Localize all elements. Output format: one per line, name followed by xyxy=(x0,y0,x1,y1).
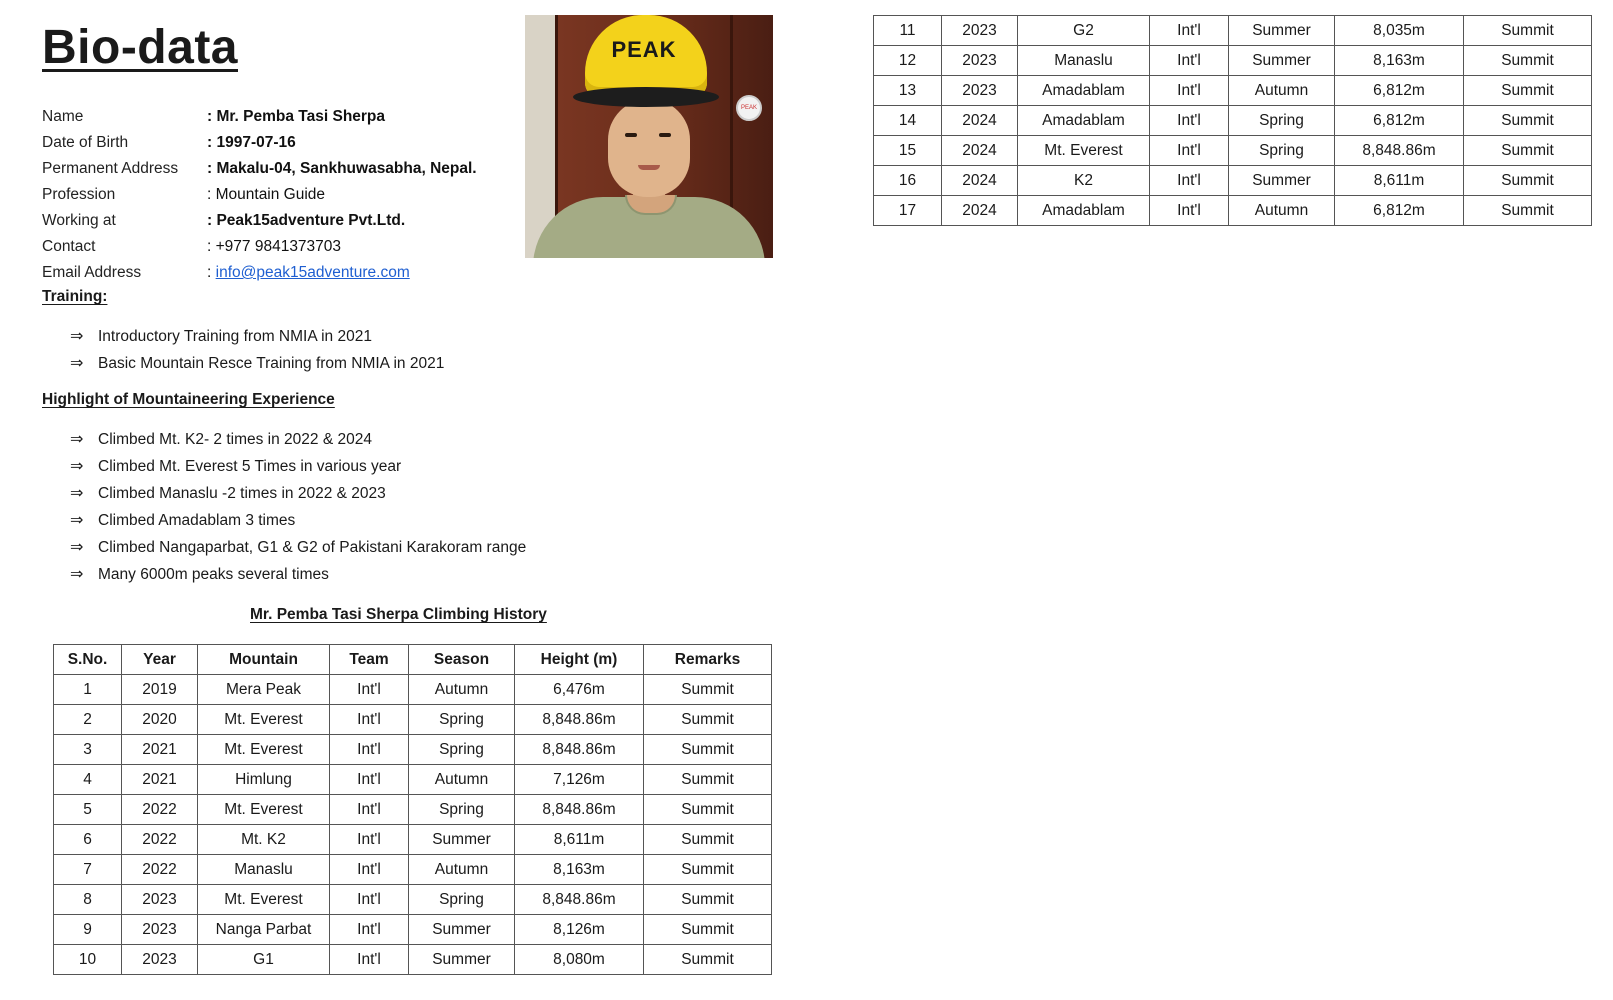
table-cell: 8,035m xyxy=(1335,16,1464,46)
table-cell: K2 xyxy=(1018,166,1150,196)
table-cell: 11 xyxy=(874,16,942,46)
table-cell: 6,812m xyxy=(1335,196,1464,226)
table-cell: Int'l xyxy=(1150,136,1229,166)
table-cell: 2024 xyxy=(942,166,1018,196)
arrow-icon: ⇒ xyxy=(70,512,84,529)
table-cell: Summit xyxy=(1464,76,1592,106)
climbing-history-table-continued xyxy=(873,15,1592,226)
table-cell: 13 xyxy=(874,76,942,106)
table-cell: Manaslu xyxy=(198,855,330,885)
table-row xyxy=(874,196,1592,226)
table-cell: Summit xyxy=(644,705,772,735)
table-cell: Summit xyxy=(644,885,772,915)
info-label: Profession xyxy=(42,186,116,203)
table-row xyxy=(54,675,772,705)
table-cell: Amadablam xyxy=(1018,76,1150,106)
table-cell: Summit xyxy=(1464,196,1592,226)
table-cell: 2024 xyxy=(942,106,1018,136)
table-cell: 2024 xyxy=(942,196,1018,226)
highlights-list xyxy=(70,426,526,588)
table-cell: Mt. Everest xyxy=(1018,136,1150,166)
list-item-text: Climbed Nangaparbat, G1 & G2 of Pakistani Karakoram range xyxy=(98,539,527,556)
table-cell: 8,848.86m xyxy=(1335,136,1464,166)
table-cell: Int'l xyxy=(1150,76,1229,106)
table-cell: 16 xyxy=(874,166,942,196)
table-cell: Mt. K2 xyxy=(198,825,330,855)
info-value: : Mr. Pemba Tasi Sherpa xyxy=(207,108,386,125)
column-header: Season xyxy=(409,645,515,675)
table-cell: Int'l xyxy=(1150,196,1229,226)
table-cell: 2019 xyxy=(122,675,198,705)
table-cell: Mt. Everest xyxy=(198,795,330,825)
eye xyxy=(625,133,637,137)
profile-photo xyxy=(525,15,773,258)
table-cell: Spring xyxy=(409,885,515,915)
table-cell: Mt. Everest xyxy=(198,705,330,735)
table-cell: Int'l xyxy=(330,735,409,765)
table-cell: Summer xyxy=(1229,16,1335,46)
table-row xyxy=(874,76,1592,106)
table-row xyxy=(874,106,1592,136)
info-value: : Makalu-04, Sankhuwasabha, Nepal. xyxy=(207,160,477,177)
arrow-icon: ⇒ xyxy=(70,431,84,448)
table-cell: 2021 xyxy=(122,735,198,765)
table-cell: 2022 xyxy=(122,795,198,825)
list-item xyxy=(70,350,444,377)
table-cell: 7 xyxy=(54,855,122,885)
table-cell: Manaslu xyxy=(1018,46,1150,76)
table-row xyxy=(874,46,1592,76)
list-item xyxy=(70,426,526,453)
list-item xyxy=(70,534,526,561)
table-cell: 4 xyxy=(54,765,122,795)
table-cell: G1 xyxy=(198,945,330,975)
table-cell: Int'l xyxy=(1150,16,1229,46)
table-cell: Spring xyxy=(1229,106,1335,136)
arrow-icon: ⇒ xyxy=(70,485,84,502)
info-row-dob xyxy=(42,130,477,156)
info-row-address xyxy=(42,156,477,182)
table-cell: Mera Peak xyxy=(198,675,330,705)
table-cell: Summit xyxy=(644,675,772,705)
training-list xyxy=(70,323,444,377)
table-cell: 2021 xyxy=(122,765,198,795)
info-label: Name xyxy=(42,108,84,125)
climbing-history-table xyxy=(53,644,772,975)
column-header: S.No. xyxy=(54,645,122,675)
column-header: Height (m) xyxy=(515,645,644,675)
table-cell: 8,126m xyxy=(515,915,644,945)
table-cell: 2 xyxy=(54,705,122,735)
table-cell: Summit xyxy=(1464,136,1592,166)
table-cell: 8,163m xyxy=(1335,46,1464,76)
table-cell: 8,848.86m xyxy=(515,705,644,735)
table-cell: 8,611m xyxy=(515,825,644,855)
eye xyxy=(659,133,671,137)
table-cell: 8,848.86m xyxy=(515,885,644,915)
info-value: : Peak15adventure Pvt.Ltd. xyxy=(207,212,406,229)
table-row xyxy=(54,705,772,735)
table-cell: Int'l xyxy=(330,885,409,915)
table-cell: Himlung xyxy=(198,765,330,795)
info-row-contact xyxy=(42,234,477,260)
column-header: Remarks xyxy=(644,645,772,675)
table-cell: Autumn xyxy=(409,765,515,795)
list-item xyxy=(70,561,526,588)
table-cell: 15 xyxy=(874,136,942,166)
table-cell: 6,812m xyxy=(1335,76,1464,106)
history-title: Mr. Pemba Tasi Sherpa Climbing History xyxy=(250,606,547,623)
table-body xyxy=(874,16,1592,226)
column-header: Mountain xyxy=(198,645,330,675)
info-label: Contact xyxy=(42,238,96,255)
table-cell: Int'l xyxy=(330,855,409,885)
table-cell: 2023 xyxy=(122,945,198,975)
table-cell: 8,163m xyxy=(515,855,644,885)
table-cell: Summer xyxy=(409,825,515,855)
table-cell: Summit xyxy=(644,795,772,825)
list-item-text: Basic Mountain Resce Training from NMIA in 2021 xyxy=(98,355,445,372)
table-cell: 2023 xyxy=(122,915,198,945)
table-cell: 8,611m xyxy=(1335,166,1464,196)
table-cell: 9 xyxy=(54,915,122,945)
table-body xyxy=(54,675,772,975)
list-item xyxy=(70,507,526,534)
table-cell: 8,848.86m xyxy=(515,795,644,825)
info-value: : Mountain Guide xyxy=(207,186,326,203)
table-header-row xyxy=(54,645,772,675)
table-cell: Summit xyxy=(644,735,772,765)
arrow-icon: ⇒ xyxy=(70,355,84,372)
table-cell: Autumn xyxy=(409,855,515,885)
email-prefix: : xyxy=(207,264,216,281)
info-label: Email Address xyxy=(42,264,142,281)
arrow-icon: ⇒ xyxy=(70,458,84,475)
table-cell: Autumn xyxy=(1229,196,1335,226)
table-cell: 2023 xyxy=(942,16,1018,46)
face xyxy=(608,99,690,197)
table-cell: 2024 xyxy=(942,136,1018,166)
table-row xyxy=(54,825,772,855)
list-item-text: Climbed Mt. Everest 5 Times in various year xyxy=(98,458,402,475)
column-header: Team xyxy=(330,645,409,675)
table-cell: Spring xyxy=(409,795,515,825)
table-cell: 6 xyxy=(54,825,122,855)
list-item xyxy=(70,323,444,350)
table-cell: 2022 xyxy=(122,825,198,855)
list-item-text: Climbed Amadablam 3 times xyxy=(98,512,296,529)
table-row xyxy=(874,136,1592,166)
table-cell: Spring xyxy=(1229,136,1335,166)
list-item-text: Introductory Training from NMIA in 2021 xyxy=(98,328,372,345)
table-cell: 2022 xyxy=(122,855,198,885)
highlights-heading: Highlight of Mountaineering Experience xyxy=(42,391,335,408)
email-link[interactable]: info@peak15adventure.com xyxy=(215,264,410,281)
info-label: Permanent Address xyxy=(42,160,179,177)
table-cell: 2023 xyxy=(942,76,1018,106)
table-cell: Summer xyxy=(409,945,515,975)
arrow-icon: ⇒ xyxy=(70,328,84,345)
table-cell: Int'l xyxy=(330,945,409,975)
table-cell: Int'l xyxy=(1150,106,1229,136)
table-cell: Summit xyxy=(644,855,772,885)
training-heading: Training: xyxy=(42,288,108,305)
table-row xyxy=(54,945,772,975)
info-value: : 1997-07-16 xyxy=(207,134,296,151)
table-cell: Summit xyxy=(644,915,772,945)
list-item xyxy=(70,480,526,507)
table-cell: Summit xyxy=(644,945,772,975)
table-cell: 6,476m xyxy=(515,675,644,705)
table-cell: Summit xyxy=(644,825,772,855)
table-cell: Int'l xyxy=(330,915,409,945)
info-label: Working at xyxy=(42,212,116,229)
info-value xyxy=(207,260,410,286)
table-cell: 6,812m xyxy=(1335,106,1464,136)
table-cell: 8,080m xyxy=(515,945,644,975)
table-cell: Int'l xyxy=(330,765,409,795)
table-cell: 7,126m xyxy=(515,765,644,795)
table-cell: Int'l xyxy=(1150,166,1229,196)
arrow-icon: ⇒ xyxy=(70,539,84,556)
table-row xyxy=(54,735,772,765)
table-cell: Nanga Parbat xyxy=(198,915,330,945)
info-value: : +977 9841373703 xyxy=(207,238,342,255)
table-cell: 10 xyxy=(54,945,122,975)
table-row xyxy=(874,166,1592,196)
table-cell: Spring xyxy=(409,705,515,735)
table-cell: Autumn xyxy=(1229,76,1335,106)
table-cell: Summer xyxy=(1229,46,1335,76)
list-item-text: Climbed Manaslu -2 times in 2022 & 2023 xyxy=(98,485,386,502)
table-cell: Int'l xyxy=(1150,46,1229,76)
table-cell: Autumn xyxy=(409,675,515,705)
page-title: Bio-data xyxy=(42,21,238,74)
table-row xyxy=(54,765,772,795)
table-cell: Spring xyxy=(409,735,515,765)
table-cell: Summit xyxy=(644,765,772,795)
table-cell: 17 xyxy=(874,196,942,226)
cap-logo: PEAK xyxy=(611,37,677,62)
table-cell: 8 xyxy=(54,885,122,915)
table-cell: Summer xyxy=(409,915,515,945)
table-cell: G2 xyxy=(1018,16,1150,46)
table-cell: 2023 xyxy=(122,885,198,915)
list-item xyxy=(70,453,526,480)
table-cell: 14 xyxy=(874,106,942,136)
list-item-text: Climbed Mt. K2- 2 times in 2022 & 2024 xyxy=(98,431,372,448)
table-cell: Summit xyxy=(1464,16,1592,46)
table-cell: 12 xyxy=(874,46,942,76)
table-cell: Int'l xyxy=(330,675,409,705)
table-cell: Int'l xyxy=(330,705,409,735)
list-item-text: Many 6000m peaks several times xyxy=(98,566,329,583)
table-cell: 5 xyxy=(54,795,122,825)
table-row xyxy=(54,855,772,885)
table-cell: Mt. Everest xyxy=(198,735,330,765)
info-row-name xyxy=(42,104,477,130)
table-cell: 1 xyxy=(54,675,122,705)
door-badge: PEAK xyxy=(736,95,762,121)
table-cell: 2020 xyxy=(122,705,198,735)
table-row xyxy=(54,885,772,915)
table-row xyxy=(54,915,772,945)
table-cell: 8,848.86m xyxy=(515,735,644,765)
table-cell: 3 xyxy=(54,735,122,765)
table-cell: 2023 xyxy=(942,46,1018,76)
table-cell: Summit xyxy=(1464,106,1592,136)
info-row-profession xyxy=(42,182,477,208)
table-row xyxy=(54,795,772,825)
table-cell: Summit xyxy=(1464,46,1592,76)
table-cell: Summer xyxy=(1229,166,1335,196)
table-cell: Summit xyxy=(1464,166,1592,196)
personal-info xyxy=(42,104,477,286)
cap-brim xyxy=(573,87,719,107)
info-row-working-at xyxy=(42,208,477,234)
table-row xyxy=(874,16,1592,46)
table-cell: Amadablam xyxy=(1018,106,1150,136)
table-cell: Mt. Everest xyxy=(198,885,330,915)
info-row-email xyxy=(42,260,477,286)
arrow-icon: ⇒ xyxy=(70,566,84,583)
table-cell: Amadablam xyxy=(1018,196,1150,226)
table-cell: Int'l xyxy=(330,795,409,825)
column-header: Year xyxy=(122,645,198,675)
info-label: Date of Birth xyxy=(42,134,129,151)
mouth xyxy=(638,165,660,170)
table-cell: Int'l xyxy=(330,825,409,855)
